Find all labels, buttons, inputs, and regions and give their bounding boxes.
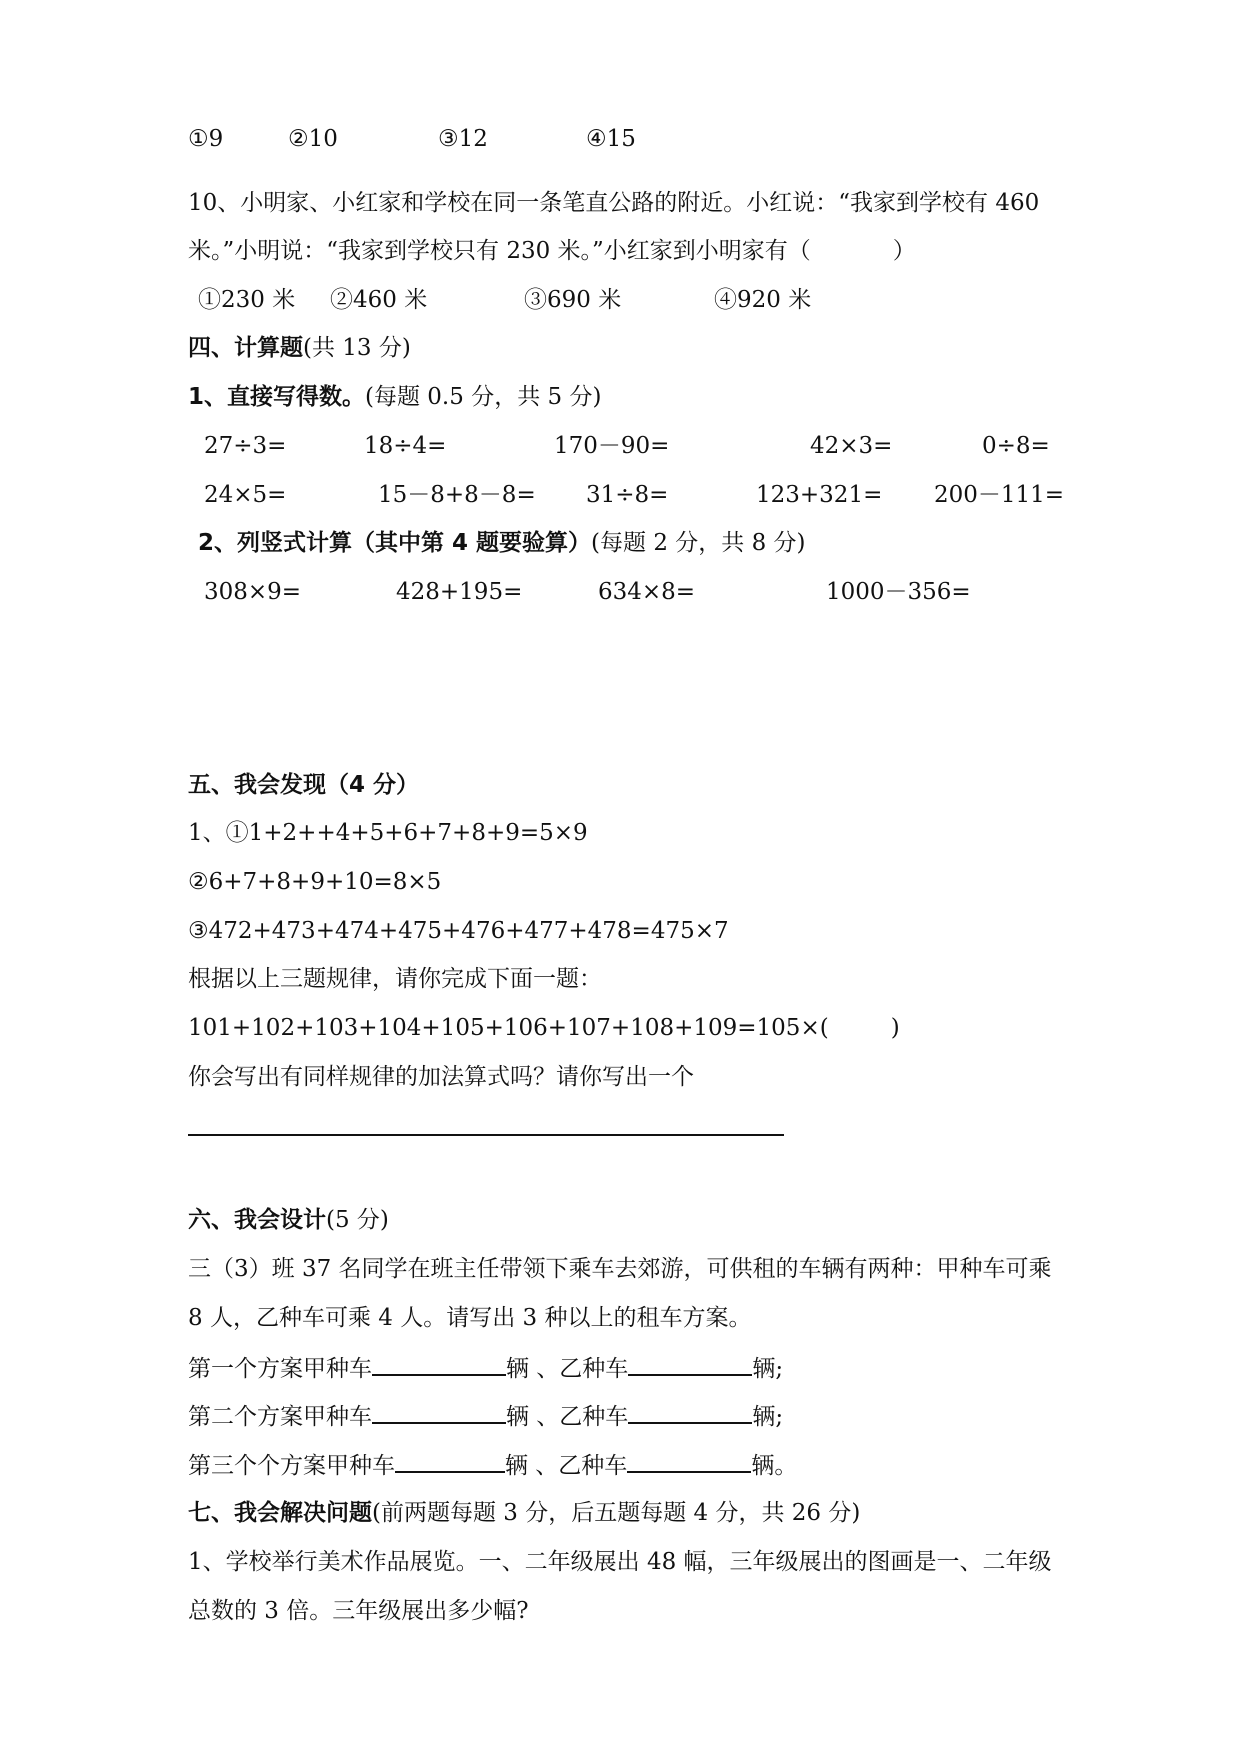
section5-line: 根据以上三题规律，请你完成下面一题：	[188, 966, 602, 992]
q10-option-4: ④920 米	[714, 287, 812, 313]
calc-item: 200－111=	[934, 482, 1065, 508]
q9-option-4: ④15	[586, 126, 636, 152]
section5-title: 五、我会发现（4 分）	[188, 772, 420, 798]
calc-item: 170－90=	[554, 433, 670, 459]
question-close: )	[890, 1015, 900, 1041]
q10-line2-close: ）	[892, 238, 916, 264]
plan-mid: 辆 、乙种车	[505, 1453, 628, 1479]
calc-item: 123+321=	[756, 482, 883, 508]
vertical-calc-item: 634×8=	[598, 579, 696, 605]
section6-score: (5 分)	[326, 1207, 389, 1233]
plan-end: 辆。	[751, 1453, 798, 1479]
section4-title: 四、计算题	[188, 335, 303, 361]
q10-option-1: ①230 米	[198, 287, 296, 313]
plan-prefix: 第二个方案甲种车	[188, 1404, 372, 1430]
q10-option-2: ②460 米	[330, 287, 428, 313]
section4-heading	[188, 333, 411, 363]
question-text: 101+102+103+104+105+106+107+108+109=105×(	[188, 1015, 829, 1041]
section5-line: 1、①1+2++4+5+6+7+8+9=5×9	[188, 820, 588, 846]
calc-item: 42×3=	[810, 433, 893, 459]
blank-vehicle-b[interactable]	[628, 1400, 752, 1424]
q9-option-2: ②10	[288, 126, 338, 152]
blank-vehicle-a[interactable]	[395, 1449, 505, 1473]
q10-option-3: ③690 米	[524, 287, 622, 313]
q9-option-1: ①9	[188, 126, 224, 152]
vertical-calc-item: 308×9=	[204, 579, 302, 605]
plan-prefix: 第一个方案甲种车	[188, 1356, 372, 1382]
section7-q1-line1: 1、学校举行美术作品展览。一、二年级展出 48 幅，三年级展出的图画是一、二年级	[188, 1549, 1052, 1575]
part2-title: 2、列竖式计算（其中第 4 题要验算）	[198, 530, 592, 556]
q10-line2-text: 米。”小明说：“我家到学校只有 230 米。”小红家到小明家有（	[188, 238, 811, 264]
blank-vehicle-b[interactable]	[628, 1352, 752, 1376]
plan-mid: 辆 、乙种车	[506, 1404, 629, 1430]
q10-line1: 10、小明家、小红家和学校在同一条笔直公路的附近。小红说：“我家到学校有 460	[188, 190, 1040, 216]
vertical-calc-item: 1000－356=	[826, 579, 971, 605]
calc-item: 24×5=	[204, 482, 287, 508]
section5-line: ③472+473+474+475+476+477+478=475×7	[188, 918, 729, 944]
part2-score: (每题 2 分，共 8 分)	[591, 530, 806, 556]
section6-intro-line1: 三（3）班 37 名同学在班主任带领下乘车去郊游，可供租的车辆有两种：甲种车可乘	[188, 1256, 1052, 1282]
blank-vehicle-a[interactable]	[372, 1400, 506, 1424]
q10-line2	[188, 236, 916, 266]
plan-row	[188, 1449, 797, 1481]
answer-line[interactable]	[188, 1134, 784, 1136]
plan-prefix: 第三个个方案甲种车	[188, 1453, 395, 1479]
blank-vehicle-b[interactable]	[627, 1449, 751, 1473]
part1-score: (每题 0.5 分，共 5 分)	[365, 384, 602, 410]
plan-end: 辆;	[752, 1404, 784, 1430]
q9-option-3: ③12	[438, 126, 488, 152]
section5-question	[188, 1013, 900, 1043]
section6-title: 六、我会设计	[188, 1207, 326, 1233]
plan-row	[188, 1400, 783, 1432]
plan-end: 辆;	[752, 1356, 784, 1382]
section7-q1-line2: 总数的 3 倍。三年级展出多少幅?	[188, 1598, 529, 1624]
calc-item: 18÷4=	[364, 433, 447, 459]
section5-prompt: 你会写出有同样规律的加法算式吗？请你写出一个	[188, 1064, 694, 1090]
section6-intro-line2: 8 人，乙种车可乘 4 人。请写出 3 种以上的租车方案。	[188, 1305, 752, 1331]
section7-heading	[188, 1498, 860, 1528]
calc-item: 31÷8=	[586, 482, 669, 508]
section7-score: (前两题每题 3 分，后五题每题 4 分，共 26 分)	[372, 1500, 861, 1526]
section6-heading	[188, 1205, 389, 1235]
section7-title: 七、我会解决问题	[188, 1500, 372, 1526]
calc-item: 0÷8=	[982, 433, 1050, 459]
section4-score: (共 13 分)	[303, 335, 411, 361]
plan-row	[188, 1352, 783, 1384]
plan-mid: 辆 、乙种车	[506, 1356, 629, 1382]
section4-part2-heading	[198, 528, 806, 558]
section5-line: ②6+7+8+9+10=8×5	[188, 869, 442, 895]
blank-vehicle-a[interactable]	[372, 1352, 506, 1376]
part1-title: 1、直接写得数。	[188, 384, 366, 410]
vertical-calc-item: 428+195=	[396, 579, 523, 605]
section4-part1-heading	[188, 382, 601, 412]
calc-item: 15－8+8－8=	[378, 482, 536, 508]
calc-item: 27÷3=	[204, 433, 287, 459]
